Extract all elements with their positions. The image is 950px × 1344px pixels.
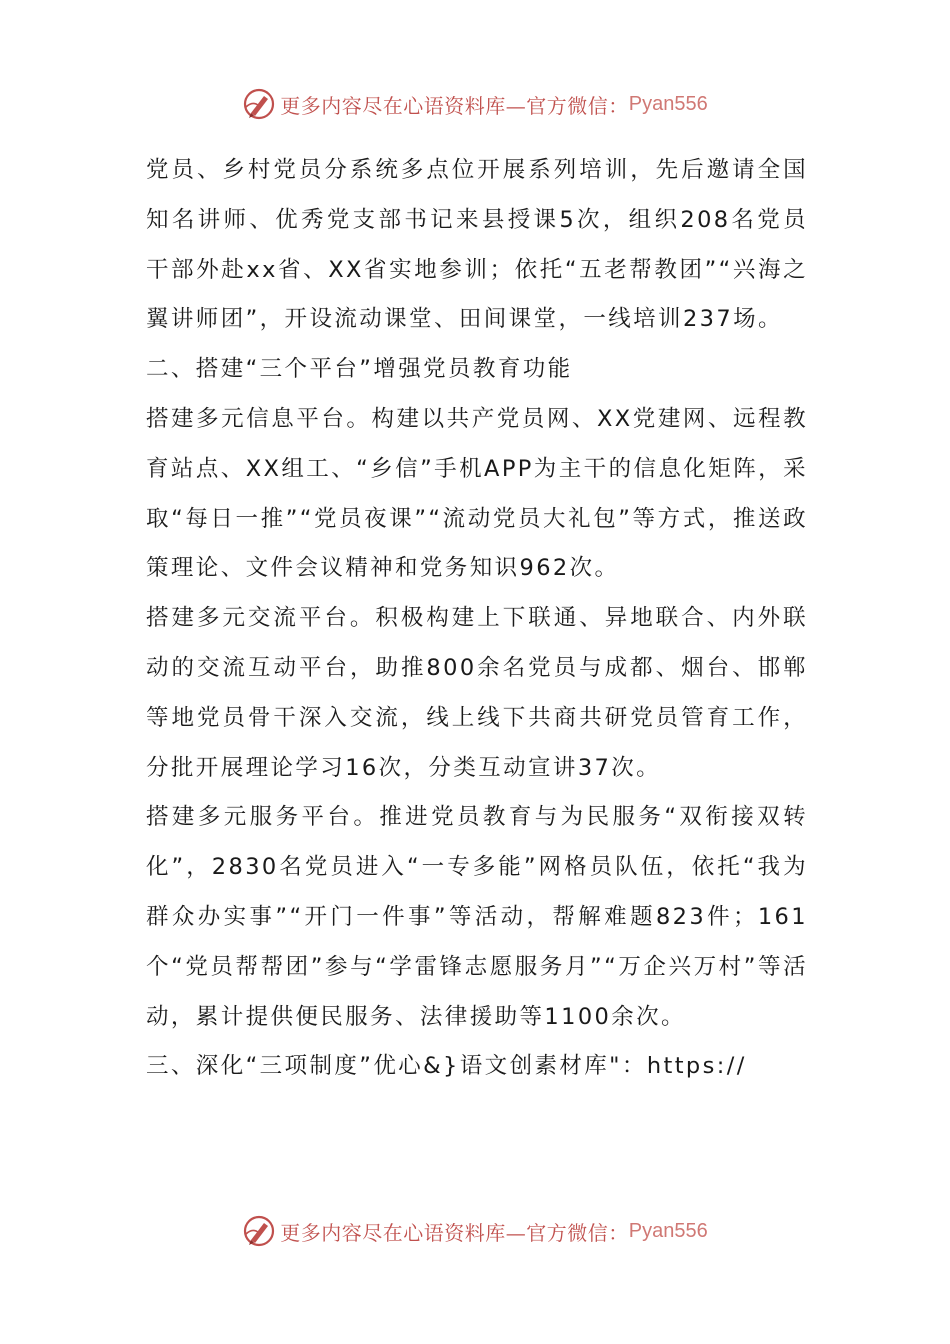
watermark-contact: Pyan556 bbox=[628, 92, 708, 115]
watermark-text: 更多内容尽在心语资料库—官方微信： bbox=[280, 93, 629, 118]
section-heading-three: 三、深化“三项制度”优心&}语文创素材库"：https:// bbox=[146, 1053, 747, 1080]
pen-logo-icon bbox=[242, 1214, 276, 1248]
section-heading-two: 二、搭建“三个平台”增强党员教育功能 bbox=[146, 356, 573, 383]
watermark-contact: Pyan556 bbox=[628, 1219, 708, 1242]
paragraph-exchange-platform: 搭建多元交流平台。积极构建上下联通、异地联合、内外联动的交流互动平台，助推800余名党员与成都、烟台、邯郸等地党员骨干深入交流，线上线下共商共研党员管育工作，分批开展理论学习16次，分类互动宣讲37次。 bbox=[146, 605, 808, 781]
paragraph-info-platform: 搭建多元信息平台。构建以共产党员网、XX党建网、远程教育站点、XX组工、“乡信”手机APP为主干的信息化矩阵，采取“每日一推”“党员夜课”“流动党员大礼包”等方式，推送政策理论、文件会议精神和党务知识962次。 bbox=[146, 405, 808, 582]
paragraph-training: 党员、乡村党员分系统多点位开展系列培训，先后邀请全国知名讲师、优秀党支部书记来县授课5次，组织208名党员干部外赴xx省、XX省实地参训；依托“五老帮教团”“兴海之翼讲师团”，开设流动课堂、田间课堂，一线培训237场。 bbox=[146, 157, 808, 333]
document-body bbox=[146, 146, 808, 1092]
header-watermark bbox=[0, 84, 950, 124]
watermark-text: 更多内容尽在心语资料库—官方微信： bbox=[280, 1220, 629, 1245]
paragraph-service-platform: 搭建多元服务平台。推进党员教育与为民服务“双衔接双转化”，2830名党员进入“一专多能”网格员队伍，依托“我为群众办实事”“开门一件事”等活动，帮解难题823件；161个“党员帮帮团”参与“学雷锋志愿服务月”“万企兴万村”等活动，累计提供便民服务、法律援助等1100余次。 bbox=[146, 804, 808, 1030]
footer-watermark bbox=[0, 1211, 950, 1251]
pen-logo-icon bbox=[242, 87, 276, 121]
